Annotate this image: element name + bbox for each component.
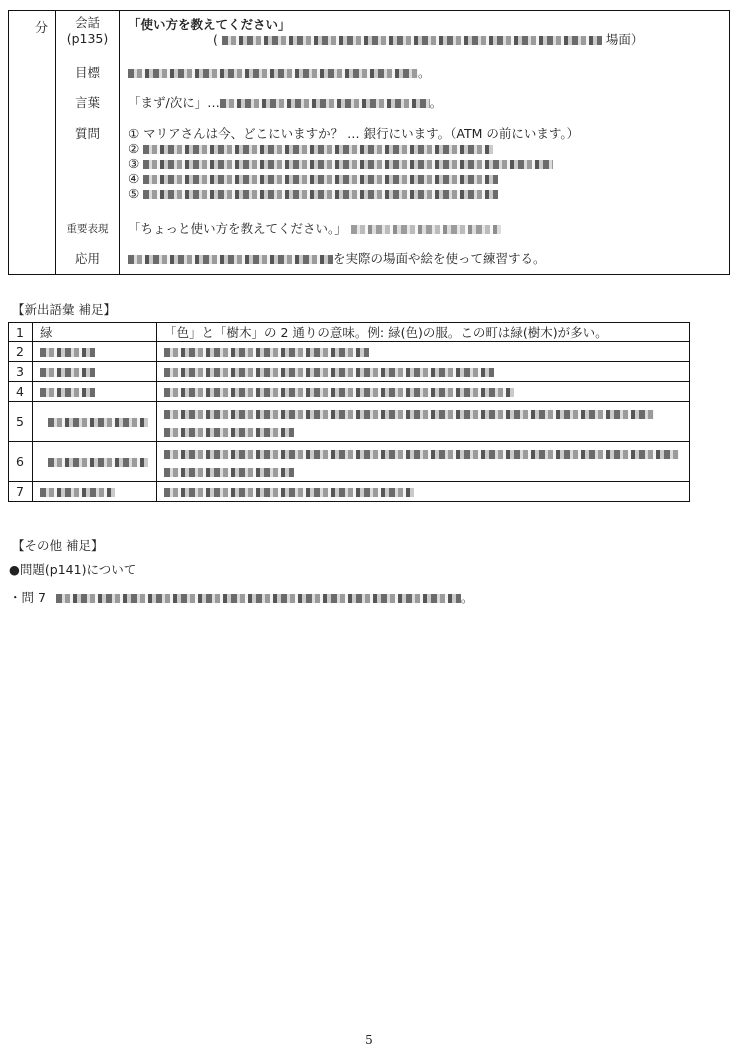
- redacted-text: [143, 160, 553, 169]
- lesson-table: [8, 10, 730, 275]
- redacted-text: [164, 368, 494, 377]
- redacted-text: [128, 255, 333, 264]
- redacted-text: [164, 468, 294, 477]
- vocab-word: [33, 482, 157, 502]
- page-number: 5: [365, 1033, 373, 1047]
- vocab-desc: [157, 402, 690, 442]
- vocab-num: 7: [9, 482, 33, 502]
- redacted-text: [164, 450, 679, 459]
- vocab-num: 6: [9, 442, 33, 482]
- question-3: [128, 156, 553, 171]
- vocab-num: 2: [9, 342, 33, 362]
- table-row: [9, 402, 690, 442]
- vocab-desc: [157, 482, 690, 502]
- label-kaiwa-page: (p135): [66, 31, 109, 46]
- redacted-text: [40, 368, 95, 377]
- redacted-text: [164, 388, 514, 397]
- table-row: [9, 362, 690, 382]
- vocab-num: 1: [9, 323, 33, 342]
- redacted-text: [164, 488, 414, 497]
- question-4-num: ④: [128, 171, 140, 186]
- question-5-num: ⑤: [128, 186, 140, 201]
- label-application: 応用: [74, 251, 100, 266]
- vocab-table: [8, 322, 690, 502]
- vocab-desc: 「色」と「樹木」の 2 通りの意味。例: 緑(色)の服。この町は緑(樹木)が多い。: [157, 323, 690, 342]
- scene-paren-open: (: [213, 32, 218, 47]
- vocab-word: [33, 402, 157, 442]
- redacted-text: [143, 175, 498, 184]
- redacted-text: [48, 418, 148, 427]
- vocab-desc: [157, 362, 690, 382]
- redacted-text: [164, 428, 294, 437]
- vocab-num: 5: [9, 402, 33, 442]
- redacted-text: [164, 348, 369, 357]
- vocab-word: 緑: [33, 323, 157, 342]
- scene-suffix: 場面）: [605, 32, 644, 47]
- question-2: [128, 141, 493, 156]
- dialogue-scene: [213, 32, 643, 47]
- vocab-desc: [157, 382, 690, 402]
- table-row: [9, 323, 690, 342]
- other-heading: 【その他 補足】: [12, 538, 104, 553]
- question-3-num: ③: [128, 156, 140, 171]
- minutes-label: 分: [35, 21, 49, 36]
- table-row: [9, 382, 690, 402]
- redacted-text: [222, 36, 602, 45]
- key-expression: [128, 221, 501, 236]
- redacted-text: [164, 410, 654, 419]
- vocab-num: 4: [9, 382, 33, 402]
- vocab-word: [33, 442, 157, 482]
- question-1: ① マリアさんは今、どこにいますか？ … 銀行にいます。（ATM の前にいます。）: [128, 126, 580, 141]
- table-row: [9, 482, 690, 502]
- label-words: 言葉: [74, 95, 100, 110]
- redacted-text: [56, 594, 461, 603]
- minutes-column: [9, 11, 56, 274]
- words-prefix: 「まず/次に」…: [128, 95, 220, 110]
- redacted-text: [351, 225, 501, 234]
- redacted-text: [220, 99, 430, 108]
- key-expression-text: 「ちょっと使い方を教えてください。」: [128, 221, 347, 236]
- redacted-text: [40, 488, 115, 497]
- question-4: [128, 171, 498, 186]
- dialogue-title: 「使い方を教えてください」: [128, 17, 291, 32]
- table-row: [9, 342, 690, 362]
- problem-bullet: [9, 588, 473, 606]
- label-kaiwa: 会話: [74, 15, 100, 30]
- question-5: [128, 186, 498, 201]
- question-2-num: ②: [128, 141, 140, 156]
- application-suffix: を実際の場面や絵を使って練習する。: [333, 251, 546, 266]
- vocab-word: [33, 342, 157, 362]
- table-row: [9, 442, 690, 482]
- vocab-word: [33, 362, 157, 382]
- redacted-text: [48, 458, 148, 467]
- vocab-num: 3: [9, 362, 33, 382]
- vocab-word: [33, 382, 157, 402]
- redacted-text: [128, 69, 418, 78]
- vocab-heading: 【新出語彙 補足】: [12, 302, 116, 317]
- bullet-suffix: 。: [460, 590, 474, 605]
- goal-text: [128, 65, 431, 80]
- application-text: [128, 251, 546, 266]
- problem-heading: ●問題(p141)について: [9, 562, 137, 577]
- redacted-text: [40, 348, 95, 357]
- label-questions: 質問: [74, 126, 100, 141]
- label-goal: 目標: [74, 65, 100, 80]
- words-suffix: 。: [429, 95, 443, 110]
- bullet-prefix: ・問 7: [9, 590, 46, 605]
- redacted-text: [143, 145, 493, 154]
- label-column: [56, 11, 120, 274]
- label-key-expression: 重要表現: [66, 223, 109, 235]
- goal-suffix: 。: [418, 65, 431, 80]
- redacted-text: [40, 388, 95, 397]
- content-column: [120, 11, 729, 274]
- vocab-desc: [157, 442, 690, 482]
- vocab-desc: [157, 342, 690, 362]
- words-text: [128, 95, 442, 110]
- redacted-text: [143, 190, 498, 199]
